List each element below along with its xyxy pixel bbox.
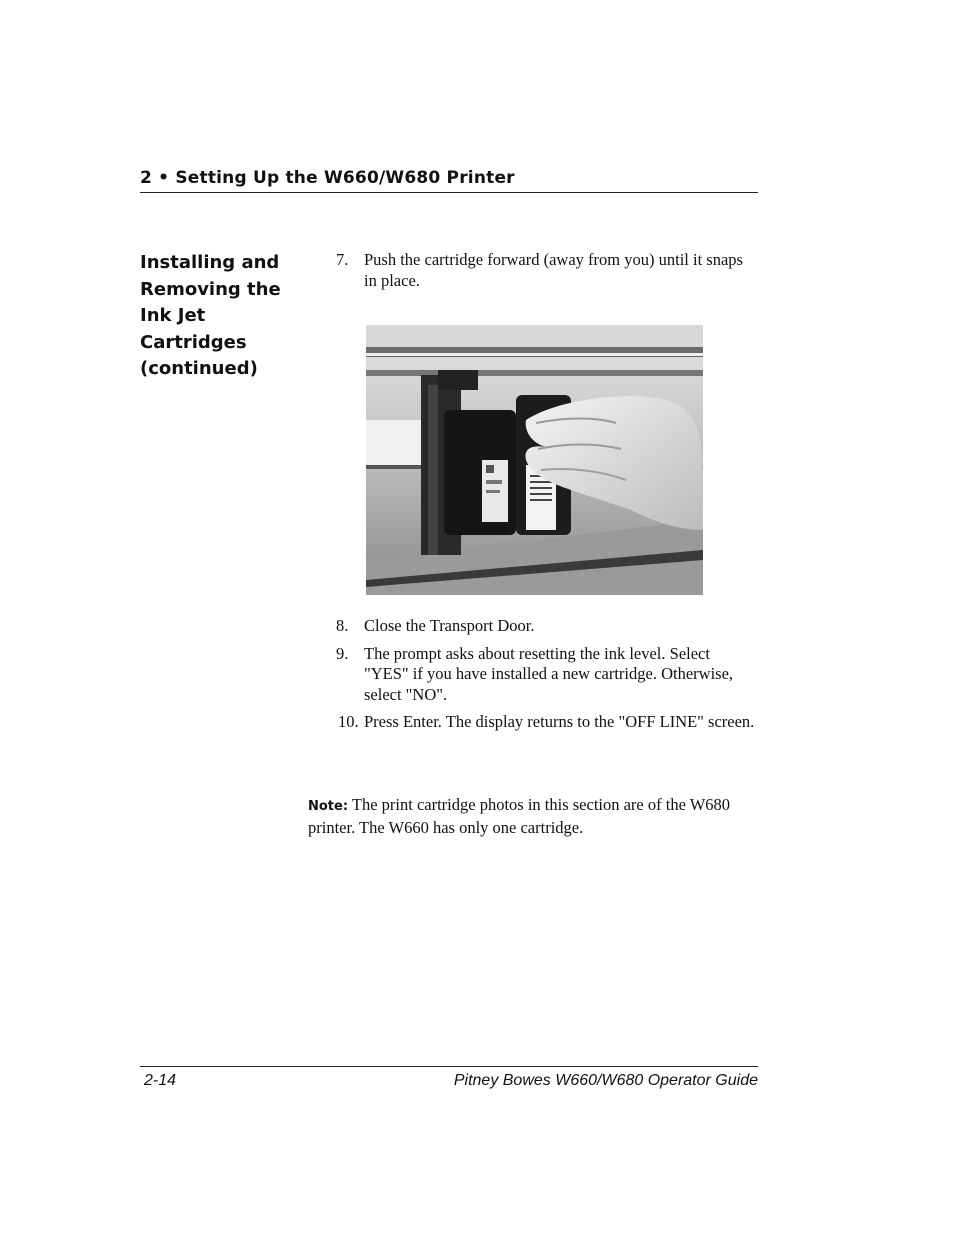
step-item <box>336 644 756 706</box>
step-text: The prompt asks about resetting the ink level. Select "YES" if you have installed a new cartridge. Otherwise, select "NO". <box>364 643 734 704</box>
note-label: Note: <box>308 799 349 814</box>
section-heading-line: (continued) <box>140 358 258 379</box>
page-footer <box>140 1066 758 1089</box>
chapter-title: 2 • Setting Up the W660/W680 Printer <box>140 168 515 188</box>
section-heading-line: Cartridges <box>140 331 247 353</box>
section-heading <box>140 250 300 383</box>
step-list <box>336 616 756 740</box>
section-heading-line: Removing the <box>140 278 281 300</box>
step-item <box>336 616 756 637</box>
chapter-header <box>140 168 758 193</box>
note <box>308 795 758 838</box>
step-number: 9. <box>336 643 349 663</box>
step-text: Close the Transport Door. <box>364 616 535 635</box>
step-text: Push the cartridge forward (away from you) until it snaps in place. <box>364 250 743 290</box>
section-heading-line: Installing and <box>140 252 280 273</box>
page-number: 2-14 <box>144 1072 177 1089</box>
step-number: 7. <box>336 250 349 269</box>
note-text: The print cartridge photos in this section are of the W680 printer. The W660 has only one cartridge. <box>308 795 731 837</box>
step-item <box>336 250 756 291</box>
step-list <box>336 250 756 291</box>
step-number: 10. <box>338 712 359 731</box>
step-text: Press Enter. The display returns to the "OFF LINE" screen. <box>364 712 755 731</box>
step-item <box>336 712 756 733</box>
step-number: 8. <box>336 616 349 635</box>
section-heading-line: Ink Jet <box>140 305 206 326</box>
hand-inserting-ink-cartridge-photo <box>366 325 703 595</box>
guide-title: Pitney Bowes W660/W680 Operator Guide <box>453 1072 758 1089</box>
